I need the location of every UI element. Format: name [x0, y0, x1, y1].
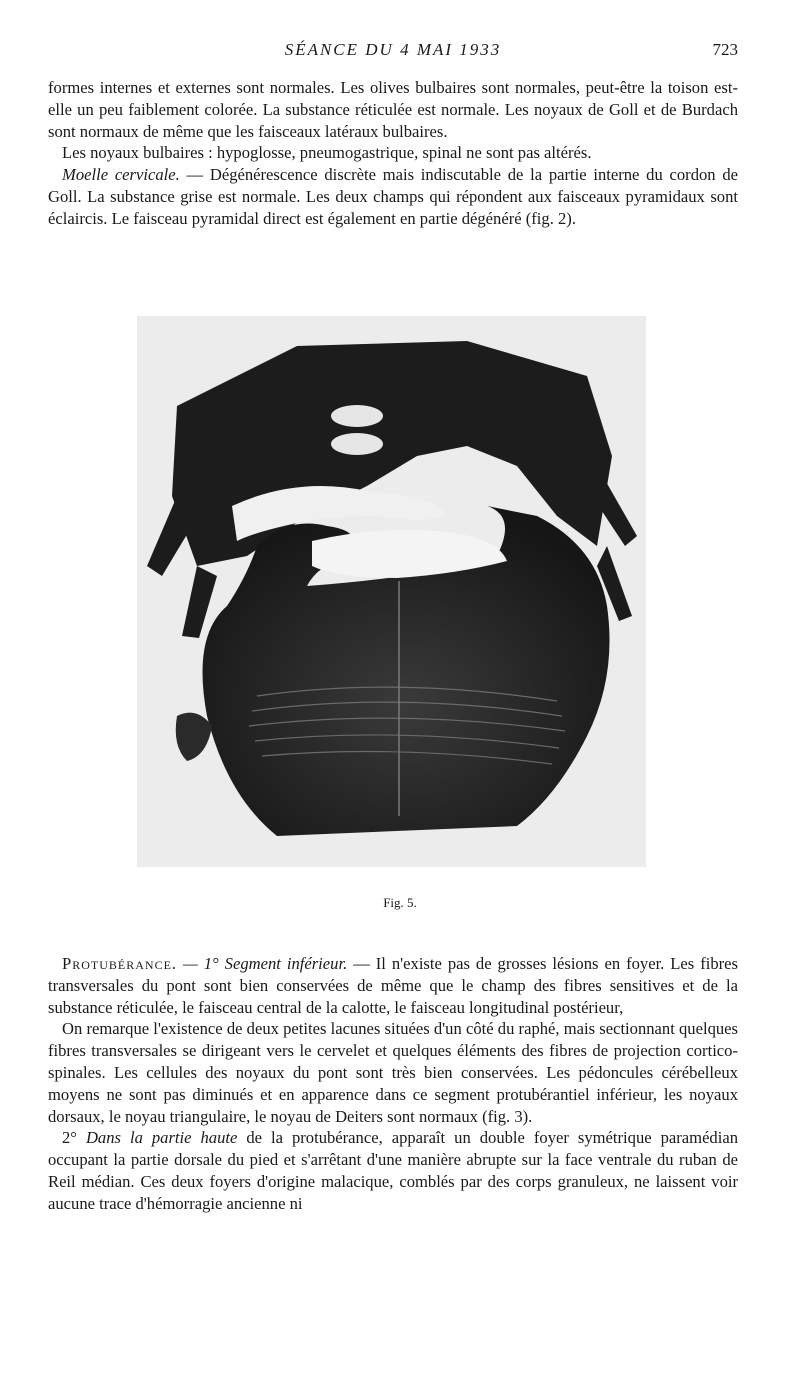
pale-ellipse-lower	[331, 433, 383, 455]
partie-haute-lead: Dans la partie haute	[85, 1128, 238, 1148]
lateral-fragment	[176, 713, 212, 761]
pale-ellipse-upper	[331, 405, 383, 427]
paragraph-partie-haute	[48, 1127, 738, 1214]
running-title: SÉANCE DU 4 MAI 1933	[284, 40, 502, 59]
page-number: 723	[712, 40, 738, 59]
partie-haute-number: 2°	[62, 1128, 86, 1148]
bottom-text-block	[48, 953, 738, 1215]
figure-caption: Fig. 5.	[383, 895, 417, 910]
page-header	[48, 40, 738, 64]
protuberance-heading: Protubérance.	[62, 954, 178, 973]
histology-image	[137, 316, 646, 867]
paragraph-protuberance	[48, 953, 738, 1018]
paragraph-moelle-cervicale	[48, 164, 738, 229]
protuberance-text: — Il n'existe pas de grosses lésions en foyer. Les fibres transversales du pont sont bien conservées de même que le champ des fibres sensitives et de la substance réticulée, le faisceau central de la calotte, le faisceau longitudinal postérieur,	[48, 954, 739, 1017]
top-text-block	[48, 77, 738, 230]
paragraph-on-remarque: On remarque l'existence de deux petites lacunes situées d'un côté du raphé, mais sectionnant quelques fibres transversales se dirigeant vers le cervelet et quelques éléments des fibres de projection cortico-spinales. Les cellules des noyaux du pont sont très bien conservées. Les pédoncules cérébelleux moyens ne sont pas diminués et en apparence dans ce segment protubérantiel inférieur, les noyaux dorsaux, le noyau triangulaire, le noyau de Deiters sont normaux (fig. 3).	[48, 1019, 738, 1126]
paragraph-noyaux-bulbaires: Les noyaux bulbaires : hypoglosse, pneumogastrique, spinal ne sont pas altérés.	[62, 143, 592, 163]
moelle-cervicale-lead: Moelle cervicale.	[62, 165, 180, 185]
partie-haute-text: de la protubérance, apparaît un double foyer symétrique paramédian occupant la partie dorsale du pied et s'arrêtant d'une manière abrupte sur la face ventrale du ruban de Reil médian. Ces deux foyers d'origine malacique, comblés par des corps granuleux, ne laissent voir aucune trace d'hémorragie ancienne ni	[48, 1128, 738, 1213]
brainstem-section-figure	[137, 316, 646, 867]
moelle-cervicale-text: — Dégénérescence discrète mais indiscutable de la partie interne du cordon de Goll. La substance grise est normale. Les deux champs qui répondent aux faisceaux pyramidaux sont éclaircis. Le faisceau pyramidal direct est également en partie dégénéré (fig. 2).	[48, 165, 738, 228]
segment-inferieur-subheading: — 1° Segment inférieur.	[177, 954, 348, 973]
paragraph-bulbe-continued: formes internes et externes sont normales. Les olives bulbaires sont normales, peut-être la toison est-elle un peu faiblement colorée. La substance réticulée est normale. Les noyaux de Goll et de Burdach sont normaux de même que les faisceaux latéraux bulbaires.	[48, 78, 738, 141]
